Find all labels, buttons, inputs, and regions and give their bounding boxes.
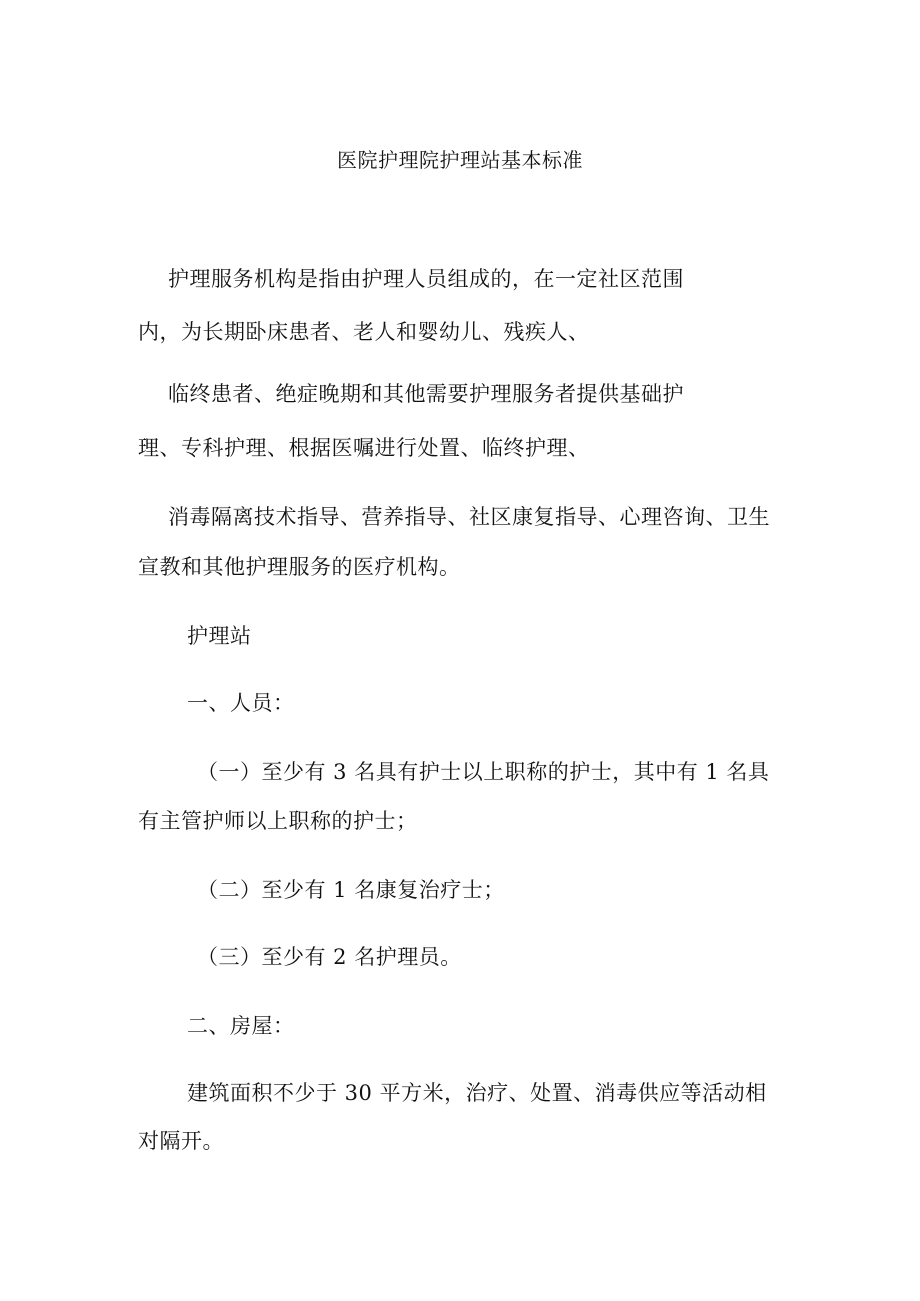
section-1-item-2: （二）至少有 1 名康复治疗士； — [197, 878, 505, 902]
section-1-item-1-line-1: （一）至少有 3 名具有护士以上职称的护士，其中有 1 名具 — [197, 760, 770, 784]
subtitle-nursing-station: 护理站 — [187, 624, 252, 648]
section-1-item-1-line-2: 有主管护师以上职称的护士； — [138, 809, 418, 833]
section-1-item-3: （三）至少有 2 名护理员。 — [197, 945, 462, 969]
intro-line-4: 理、专科护理、根据医嘱进行处置、临终护理、 — [138, 436, 590, 460]
section-1-heading: 一、人员： — [187, 691, 295, 715]
section-2-body-line-1: 建筑面积不少于 30 平方米，治疗、处置、消毒供应等活动相 — [187, 1081, 767, 1105]
intro-line-3: 临终患者、绝症晚期和其他需要护理服务者提供基础护 — [168, 382, 684, 406]
intro-line-6: 宣教和其他护理服务的医疗机构。 — [138, 555, 461, 579]
section-2-body-line-2: 对隔开。 — [138, 1129, 224, 1153]
intro-line-5: 消毒隔离技术指导、营养指导、社区康复指导、心理咨询、卫生 — [168, 505, 770, 529]
intro-line-2: 内，为长期卧床患者、老人和婴幼儿、残疾人、 — [138, 320, 590, 344]
section-2-heading: 二、房屋： — [187, 1014, 295, 1038]
intro-line-1: 护理服务机构是指由护理人员组成的，在一定社区范围 — [168, 267, 684, 291]
document-title: 医院护理院护理站基本标准 — [337, 148, 583, 172]
